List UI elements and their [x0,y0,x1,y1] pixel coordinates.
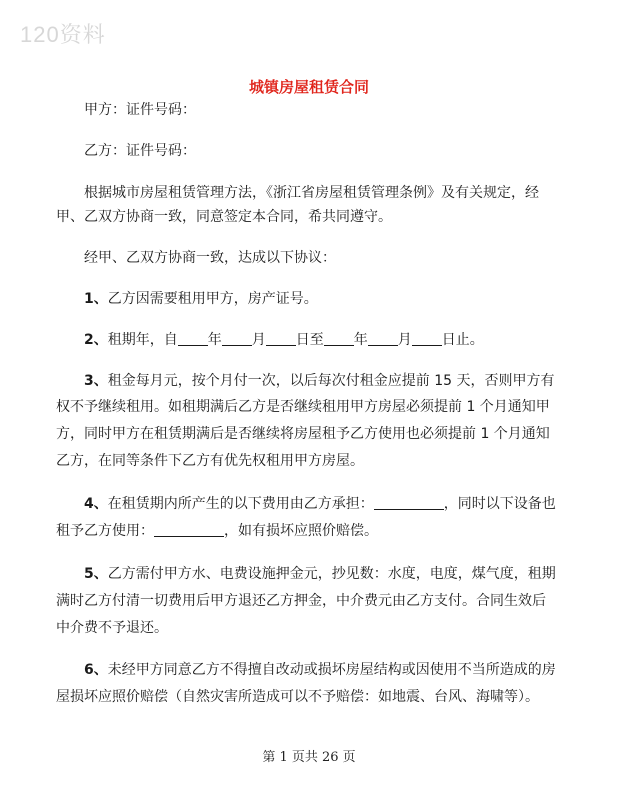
clause-text: 日至 [295,332,324,348]
clause-number: 4、 [84,496,108,512]
party-a-line: 甲方：证件号码： [84,102,196,118]
clause-text: 月 [397,332,412,348]
clause-3-line-2: 权不予继续租用。如租期满后乙方是否继续租用甲方房屋必须提前 1 个月通知甲 [56,399,550,415]
clause-3-line-3: 方，同时甲方在租赁期满后是否继续将房屋租予乙方使用也必须提前 1 个月通知 [56,426,550,442]
clause-text: 月 [251,332,266,348]
clause-3-line-4: 乙方，在同等条件下乙方有优先权租用甲方房屋。 [56,453,364,469]
clause-text: ，同时以下设备也 [443,496,556,512]
clause-text: 在租赁期内所产生的以下费用由乙方承担： [107,496,374,512]
clause-number: 1、 [84,291,108,307]
clause-3-line-1 [84,371,554,391]
blank-field [154,522,224,537]
clause-number: 6、 [84,662,108,678]
blank-field [178,331,208,346]
clause-6-line-2: 屋损坏应照价赔偿（自然灾害所造成可以不予赔偿：如地震、台风、海啸等）。 [56,689,539,705]
clause-2 [84,330,484,350]
clause-text: 租期年，自 [107,332,178,348]
page-footer: 第 1 页共 26 页 [262,750,356,765]
party-b-line: 乙方：证件号码： [84,143,196,159]
clause-text: 乙方因需要租用甲方，房产证号。 [107,291,318,307]
clause-text: 年 [353,332,368,348]
blank-field [266,331,296,346]
clause-text: 日止。 [441,332,484,348]
clause-text: 租金每月元，按个月付一次，以后每次付租金应提前 15 天，否则甲方有 [107,373,555,389]
blank-field [368,331,398,346]
clause-6-line-1 [84,660,556,680]
clause-text: ，如有损坏应照价赔偿。 [224,523,378,539]
clause-text: 乙方需付甲方水、电费设施押金元，抄见数：水度，电度，煤气度，租期 [107,566,556,582]
clause-5-line-3: 中介费不予退还。 [56,620,168,636]
agreement-intro: 经甲、乙双方协商一致，达成以下协议： [84,250,336,266]
clause-text: 租予乙方使用： [56,523,154,539]
blank-field [374,495,444,510]
clause-1 [84,289,318,309]
document-title: 城镇房屋租赁合同 [248,78,369,96]
clause-5-line-2: 满时乙方付清一切费用后甲方退还乙方押金，中介费元由乙方支付。合同生效后 [56,593,546,609]
clause-number: 2、 [84,332,108,348]
clause-4-line-2 [56,521,378,541]
watermark: 120资料 [20,22,106,47]
blank-field [222,331,252,346]
clause-text: 未经甲方同意乙方不得擅自改动或损坏房屋结构或因使用不当所造成的房 [107,662,556,678]
clause-5-line-1 [84,564,556,584]
blank-field [324,331,354,346]
intro-line-1: 根据城市房屋租赁管理方法，《浙江省房屋租赁管理条例》及有关规定，经 [84,185,539,201]
clause-number: 5、 [84,566,108,582]
clause-number: 3、 [84,373,108,389]
clause-4-line-1 [84,494,556,514]
intro-line-2: 甲、乙双方协商一致，同意签定本合同，希共同遵守。 [56,209,392,225]
clause-text: 年 [207,332,222,348]
blank-field [412,331,442,346]
